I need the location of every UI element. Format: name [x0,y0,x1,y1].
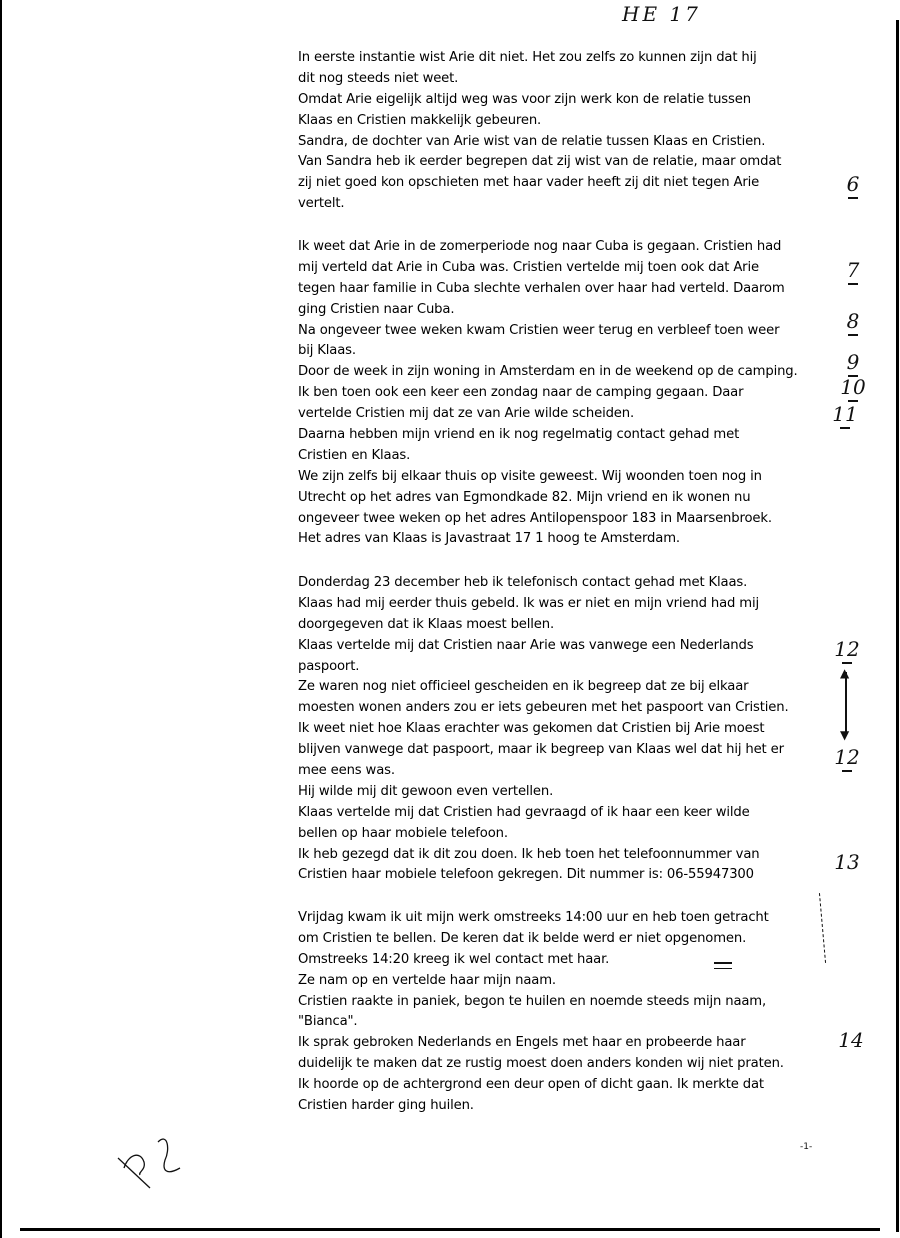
text-line: ging Cristien naar Cuba. [298,301,455,317]
text-line: Omstreeks 14:20 kreeg ik wel contact met haar. [298,951,610,967]
text-line: We zijn zelfs bij elkaar thuis op visite geweest. Wij woonden toen nog in [298,468,762,484]
text-line: Cristien haar mobiele telefoon gekregen. Dit nummer is: 06-55947300 [298,867,754,883]
paragraph-2 [298,237,828,550]
margin-annotation: 12 [832,745,862,772]
text-line: Ik hoorde op de achtergrond een deur open of dicht gaan. Ik merkte dat [298,1077,764,1093]
arrow-up-icon: ▲ [840,666,850,680]
text-line: zij niet goed kon opschieten met haar vader heeft zij dit niet tegen Arie [298,175,760,191]
handwritten-page-reference: HE 17 [622,2,701,26]
text-line: bellen op haar mobiele telefoon. [298,825,508,841]
text-line: Klaas vertelde mij dat Cristien naar Arie was vanwege een Nederlands [298,637,754,653]
text-line: Cristien en Klaas. [298,447,411,463]
text-line: Ze waren nog niet officieel gescheiden en ik begreep dat ze bij elkaar [298,679,749,695]
text-line: Klaas vertelde mij dat Cristien had gevraagd of ik haar een keer wilde [298,804,750,820]
text-line: Ik weet niet hoe Klaas erachter was gekomen dat Cristien bij Arie moest [298,721,765,737]
text-line: mee eens was. [298,763,395,779]
text-line: Klaas had mij eerder thuis gebeld. Ik was er niet en mijn vriend had mij [298,595,759,611]
paragraph-4 [298,908,828,1117]
text-line: bij Klaas. [298,343,356,359]
bracket-arrow-line [845,672,847,734]
text-line: Het adres van Klaas is Javastraat 17 1 hoog te Amsterdam. [298,531,680,547]
text-line: paspoort. [298,658,360,674]
page-number: -1- [800,1142,813,1152]
margin-annotation: 11 [830,402,860,429]
arrow-down-icon: ▼ [840,728,850,742]
text-line: doorgegeven dat ik Klaas moest bellen. [298,616,555,632]
text-line: Utrecht op het adres van Egmondkade 82. Mijn vriend en ik wonen nu [298,489,751,505]
text-line: blijven vanwege dat paspoort, maar ik begreep van Klaas wel dat hij het er [298,742,784,758]
squiggle-mark [714,962,732,969]
margin-annotation: 8 [838,309,868,336]
text-line: Na ongeveer twee weken kwam Cristien weer terug en verbleef toen weer [298,322,780,338]
text-line: Ik ben toen ook een keer een zondag naar de camping gegaan. Daar [298,385,744,401]
text-line: ongeveer twee weken op het adres Antilopenspoor 183 in Maarsenbroek. [298,510,772,526]
paragraph-3 [298,573,828,886]
text-line: Door de week in zijn woning in Amsterdam en in de weekend op de camping. [298,364,798,380]
margin-annotation: 13 [834,850,860,874]
text-line: moesten wonen anders zou er iets gebeuren met het paspoort van Cristien. [298,700,789,716]
text-line: Omdat Arie eigelijk altijd weg was voor zijn werk kon de relatie tussen [298,91,751,107]
paragraph-1 [298,48,828,215]
text-line: vertelde Cristien mij dat ze van Arie wilde scheiden. [298,406,635,422]
margin-annotation: 14 [838,1028,864,1052]
text-line: Klaas en Cristien makkelijk gebeuren. [298,112,542,128]
text-line: om Cristien te bellen. De keren dat ik belde werd er niet opgenomen. [298,930,747,946]
scan-edge-right [896,20,899,1232]
margin-annotation: 10 [838,375,868,402]
text-line: Cristien raakte in paniek, begon te huilen en noemde steeds mijn naam, [298,993,767,1009]
handwritten-initials-icon [110,1120,200,1190]
text-line: Hij wilde mij dit gewoon even vertellen. [298,783,554,799]
scan-edge-left [0,0,2,1238]
text-line: Ik weet dat Arie in de zomerperiode nog naar Cuba is gegaan. Cristien had [298,239,782,254]
text-line: Van Sandra heb ik eerder begrepen dat zij wist van de relatie, maar omdat [298,154,782,170]
margin-annotation: 12 [832,637,862,664]
text-line: Vrijdag kwam ik uit mijn werk omstreeks 14:00 uur en heb toen getracht [298,910,769,925]
scan-edge-bottom [20,1228,880,1231]
margin-annotation: 6 [838,172,868,199]
text-line: Ik sprak gebroken Nederlands en Engels met haar en probeerde haar [298,1035,746,1051]
text-line: Daarna hebben mijn vriend en ik nog regelmatig contact gehad met [298,427,740,443]
text-line: Ik heb gezegd dat ik dit zou doen. Ik heb toen het telefoonnummer van [298,846,760,862]
text-line: Cristien harder ging huilen. [298,1098,474,1114]
text-line: Sandra, de dochter van Arie wist van de relatie tussen Klaas en Cristien. [298,133,766,149]
text-line: tegen haar familie in Cuba slechte verhalen over haar had verteld. Daarom [298,280,785,296]
margin-annotation: 7 [838,258,868,285]
text-line: dit nog steeds niet weet. [298,70,459,86]
text-line: Ze nam op en vertelde haar mijn naam. [298,972,556,988]
margin-annotation: 9 [838,350,868,377]
text-line: "Bianca". [298,1014,358,1030]
text-line: mij verteld dat Arie in Cuba was. Cristien vertelde mij toen ook dat Arie [298,259,759,275]
text-line: In eerste instantie wist Arie dit niet. Het zou zelfs zo kunnen zijn dat hij [298,50,757,65]
text-line: vertelt. [298,196,345,212]
text-line: Donderdag 23 december heb ik telefonisch contact gehad met Klaas. [298,575,748,590]
text-line: duidelijk te maken dat ze rustig moest doen anders konden wij niet praten. [298,1056,784,1072]
